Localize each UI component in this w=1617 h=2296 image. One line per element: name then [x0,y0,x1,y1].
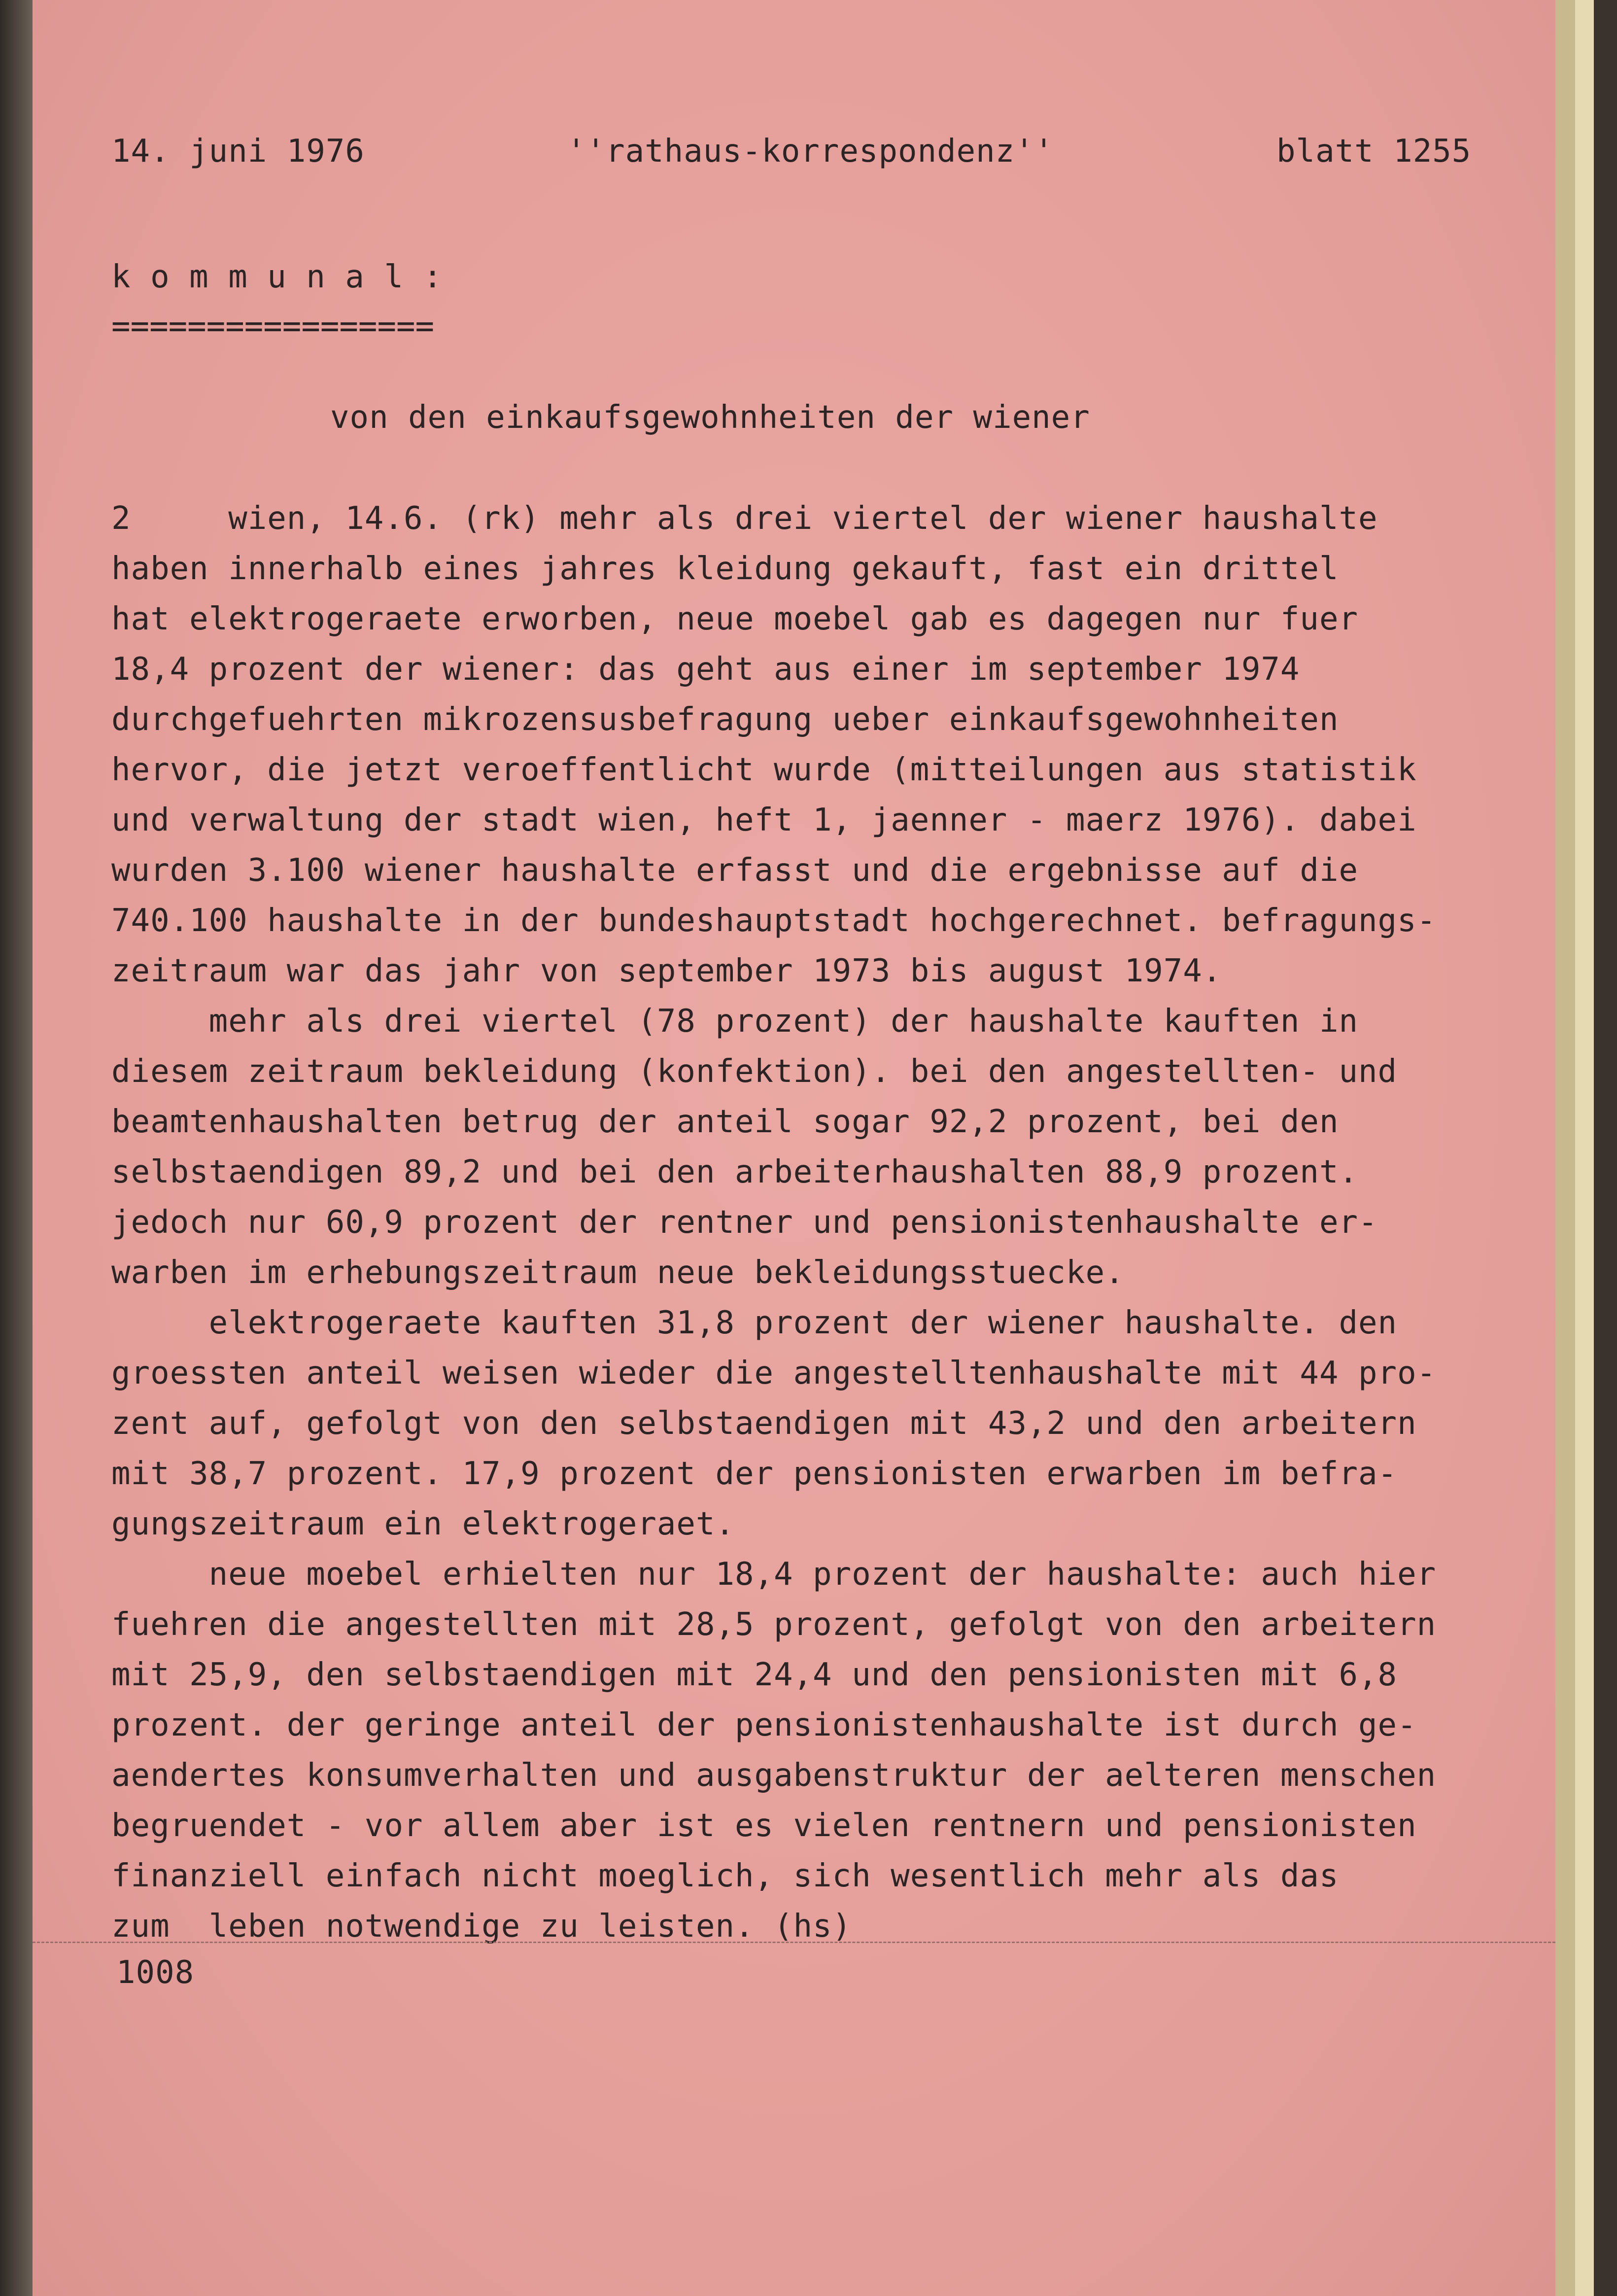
body-line: fuehren die angestellten mit 28,5 prozent, gefolgt von den arbeitern [111,1606,1437,1643]
header-publication: ''rathaus-korrespondenz'' [567,133,1054,170]
body-line: hervor, die jetzt veroeffentlicht wurde (mitteilungen aus statistik [111,752,1417,788]
page-edge [1594,0,1617,2296]
footer-number: 1008 [116,1954,195,1991]
body-line: mit 25,9, den selbstaendigen mit 24,4 und den pensionisten mit 6,8 [111,1657,1398,1693]
header-sheet-number: blatt 1255 [1276,133,1472,170]
body-line: 2 wien, 14.6. (rk) mehr als drei viertel der wiener haushalte [111,500,1378,537]
body-line: gungszeitraum ein elektrogeraet. [111,1506,735,1542]
body-line: jedoch nur 60,9 prozent der rentner und pensionistenhaushalte er- [111,1204,1378,1241]
body-line: elektrogeraete kauften 31,8 prozent der wiener haushalte. den [111,1305,1398,1341]
page-edge [1555,0,1575,2296]
body-line: begruendet - vor allem aber ist es vielen rentnern und pensionisten [111,1808,1417,1844]
body-line: neue moebel erhielten nur 18,4 prozent der haushalte: auch hier [111,1556,1437,1593]
section-title: k o m m u n a l : [111,259,443,295]
body-line: zeitraum war das jahr von september 1973 bis august 1974. [111,953,1222,989]
body-line: 740.100 haushalte in der bundeshauptstadt hochgerechnet. befragungs- [111,903,1437,939]
body-line: zent auf, gefolgt von den selbstaendigen mit 43,2 und den arbeitern [111,1405,1417,1442]
header-date: 14. juni 1976 [111,133,365,170]
body-line: beamtenhaushalten betrug der anteil sogar 92,2 prozent, bei den [111,1104,1339,1140]
body-line: selbstaendigen 89,2 und bei den arbeiterhaushalten 88,9 prozent. [111,1154,1358,1190]
body-line: warben im erhebungszeitraum neue bekleidungsstuecke. [111,1254,1125,1291]
body-line: prozent. der geringe anteil der pensionistenhaushalte ist durch ge- [111,1707,1417,1743]
body-line: wurden 3.100 wiener haushalte erfasst und die ergebnisse auf die [111,852,1358,889]
body-line: groessten anteil weisen wieder die angestelltenhaushalte mit 44 pro- [111,1355,1437,1392]
body-line: diesem zeitraum bekleidung (konfektion). bei den angestellten- und [111,1053,1398,1090]
body-line: durchgefuehrten mikrozensusbefragung ueber einkaufsgewohnheiten [111,701,1339,738]
body-line: und verwaltung der stadt wien, heft 1, jaenner - maerz 1976). dabei [111,802,1417,838]
body-line: 18,4 prozent der wiener: das geht aus einer im september 1974 [111,651,1300,688]
body-line: aendertes konsumverhalten und ausgabenstruktur der aelteren menschen [111,1757,1437,1794]
footer-separator [33,1942,1555,1943]
body-line: zum leben notwendige zu leisten. (hs) [111,1908,852,1945]
body-line: haben innerhalb eines jahres kleidung gekauft, fast ein drittel [111,551,1339,587]
book-binding [0,0,33,2296]
body-line: hat elektrogeraete erworben, neue moebel gab es dagegen nur fuer [111,601,1358,637]
body-line: mit 38,7 prozent. 17,9 prozent der pensionisten erwarben im befra- [111,1456,1398,1492]
headline: von den einkaufsgewohnheiten der wiener [330,399,1090,436]
page-edge [1575,0,1594,2296]
body-line: mehr als drei viertel (78 prozent) der haushalte kauften in [111,1003,1358,1040]
body-line: finanziell einfach nicht moeglich, sich wesentlich mehr als das [111,1858,1339,1894]
section-underline: ================= [111,308,435,345]
